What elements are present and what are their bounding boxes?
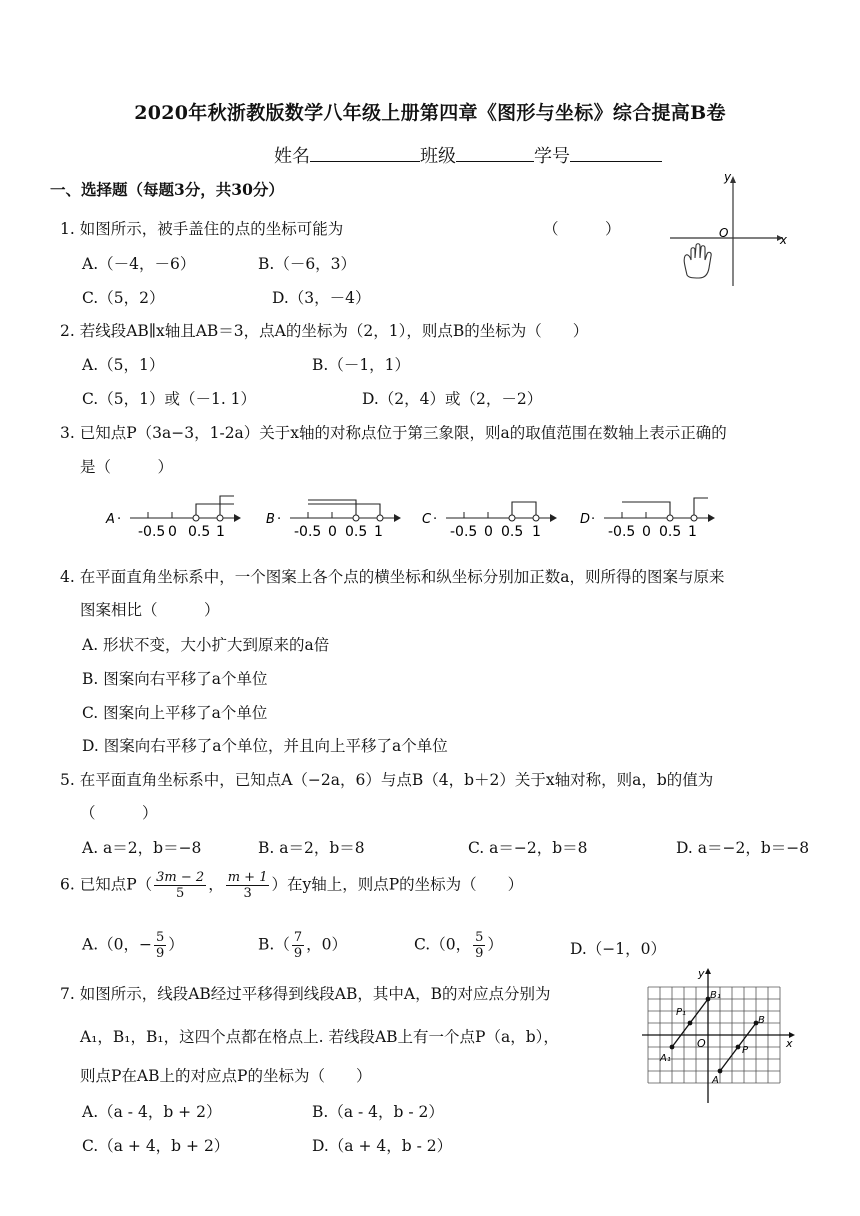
q3-a-tick-2: 0: [168, 524, 177, 540]
svg-text:·: ·: [433, 512, 438, 527]
q6-fraction-2: $\frac{m + 1}{3}$: [227, 870, 268, 901]
svg-text:·: ·: [277, 512, 282, 527]
q6-fraction-1: $\frac{3m - 2}{5}$: [156, 870, 205, 901]
q6-pre: 6. 已知点P（: [60, 875, 153, 894]
q4-option-a: A. 形状不变，大小扩大到原来的a倍: [82, 636, 330, 654]
svg-text:·: ·: [117, 512, 122, 527]
q7-point-a: [718, 1069, 723, 1074]
q4-stem-cont: 图案相比（ ）: [80, 601, 220, 619]
q6-option-d: D.（−1，0）: [570, 940, 667, 958]
q5-stem-cont: （ ）: [80, 804, 158, 822]
q7-point-p: [736, 1045, 741, 1050]
q3-d-tick-3: 0.5: [659, 524, 682, 540]
q3-b-tick-2: 0: [328, 524, 337, 540]
q3-option-b: [266, 500, 401, 540]
q3-d-tick-2: 0: [642, 524, 651, 540]
q2-stem: 2. 若线段AB∥x轴且AB＝3，点A的坐标为（2，1），则点B的坐标为（ ）: [60, 322, 589, 340]
q3-a-tick-4: 1: [216, 524, 225, 540]
q3-c-tick-3: 0.5: [501, 524, 524, 540]
q5-option-a: A. a＝2，b＝−8: [82, 839, 202, 857]
q1-figure: [665, 170, 785, 290]
q5-option-d: D. a＝−2，b＝−8: [676, 839, 810, 857]
q7-stem-3: 则点P在AB上的对应点P的坐标为（ ）: [80, 1067, 372, 1085]
q1-option-d: D.（3，－4）: [272, 289, 371, 307]
q3-option-a: [105, 496, 241, 540]
q2-option-a: A.（5，1）: [82, 356, 165, 374]
q3-c-letter: C: [422, 512, 432, 527]
q7-y-arrow: [705, 968, 711, 974]
q3-b-tick-1: -0.5: [294, 524, 322, 540]
q3-a-tick-1: -0.5: [138, 524, 166, 540]
q7-stem-1: 7. 如图所示，线段AB经过平移得到线段AB，其中A，B的对应点分别为: [60, 985, 551, 1003]
q3-option-d: [580, 498, 715, 540]
q1-origin-label: O: [719, 226, 729, 240]
q3-option-c: [422, 502, 557, 540]
q3-stem: 3. 已知点P（3a−3，1-2a）关于x轴的对称点位于第三象限，则a的取值范围在数轴上表示正确的: [60, 424, 727, 442]
q7-label-a1: A₁: [660, 1053, 671, 1064]
q3-d-tick-1: -0.5: [608, 524, 636, 540]
q7-option-b: B.（a - 4，b - 2）: [312, 1103, 444, 1121]
q6-stem: 6. 已知点P（ $\frac{3m - 2}{5}$ ， $\frac{m + 1}{3}$ ）在y轴上，则点P的坐标为（ ）: [60, 870, 524, 901]
q7-stem-2: A₁，B₁，B₁，这四个点都在格点上. 若线段AB上有一个点P（a，b），: [80, 1028, 559, 1046]
q6-option-c: C.（0， $\frac{5}{9}$ ）: [414, 930, 503, 961]
q1-y-label: y: [724, 170, 732, 184]
q1-option-c: C.（5，2）: [82, 289, 165, 307]
q7-grid-figure: [640, 965, 800, 1105]
q5-option-b: B. a＝2，b＝8: [258, 839, 365, 857]
name-label: 姓名: [274, 146, 310, 167]
q2-option-c: C.（5，1）或（－1. 1）: [82, 390, 257, 408]
hand-icon: [684, 244, 711, 278]
q1-answer-paren: （ ）: [543, 220, 621, 238]
q7-option-d: D.（a + 4，b - 2）: [312, 1137, 453, 1155]
q6-option-b: B.（ $\frac{7}{9}$ ，0）: [258, 930, 347, 961]
q7-label-b1: B₁: [710, 990, 721, 1001]
q3-b-tick-3: 0.5: [345, 524, 368, 540]
id-blank[interactable]: [570, 143, 662, 162]
name-blank[interactable]: [310, 143, 420, 162]
q6-option-a: A.（0，− $\frac{5}{9}$ ）: [82, 930, 184, 961]
q1-stem: 1. 如图所示，被手盖住的点的坐标可能为: [60, 220, 344, 238]
id-label: 学号: [534, 146, 570, 167]
q7-label-p1: P₁: [676, 1007, 687, 1018]
q7-x-label: x: [786, 1037, 793, 1050]
q3-c-tick-2: 0: [484, 524, 493, 540]
q7-point-a1: [670, 1045, 675, 1050]
q3-a-tick-3: 0.5: [188, 524, 211, 540]
page-title: 2020年秋浙教版数学八年级上册第四章《图形与坐标》综合提高B卷: [134, 102, 726, 124]
q7-y-label: y: [698, 967, 705, 980]
q7-label-a: A: [712, 1075, 719, 1086]
q1-option-b: B.（－6，3）: [258, 255, 357, 273]
q3-a-letter: A: [106, 512, 115, 527]
q7-option-a: A.（a - 4，b + 2）: [82, 1103, 222, 1121]
q5-stem: 5. 在平面直角坐标系中，已知点A（−2a，6）与点B（4，b＋2）关于x轴对称，则a，b的值为: [60, 771, 714, 789]
q4-option-b: B. 图案向右平移了a个单位: [82, 670, 268, 688]
q3-number-lines: [100, 490, 740, 542]
q3-b-letter: B: [266, 512, 275, 527]
q4-option-d: D. 图案向右平移了a个单位，并且向上平移了a个单位: [82, 737, 448, 755]
svg-text:·: ·: [591, 512, 596, 527]
q3-c-tick-4: 1: [532, 524, 541, 540]
q3-d-letter: D: [580, 512, 591, 527]
q2-option-d: D.（2，4）或（2，－2）: [362, 390, 543, 408]
q3-b-tick-4: 1: [374, 524, 383, 540]
q3-c-tick-1: -0.5: [450, 524, 478, 540]
q3-d-tick-4: 1: [688, 524, 697, 540]
class-blank[interactable]: [456, 143, 534, 162]
q4-stem: 4. 在平面直角坐标系中，一个图案上各个点的横坐标和纵坐标分别加正数a，则所得的图案与原来: [60, 568, 725, 586]
q7-label-b: B: [758, 1015, 765, 1026]
section-heading: 一、选择题（每题3分，共30分）: [50, 180, 284, 199]
q1-x-label: x: [779, 233, 787, 247]
q2-option-b: B.（－1，1）: [312, 356, 411, 374]
q7-option-c: C.（a + 4，b + 2）: [82, 1137, 230, 1155]
q7-label-p: P: [742, 1045, 749, 1056]
q1-option-a: A.（－4，－6）: [82, 255, 196, 273]
q4-option-c: C. 图案向上平移了a个单位: [82, 704, 268, 722]
q6-post: ）在y轴上，则点P的坐标为（ ）: [271, 875, 524, 894]
student-info-line: [274, 142, 662, 168]
q5-option-c: C. a＝−2，b＝8: [468, 839, 588, 857]
q3-stem-cont: 是（ ）: [80, 458, 174, 476]
class-label: 班级: [420, 146, 456, 167]
q7-origin-label: O: [697, 1037, 706, 1050]
q7-point-p1: [688, 1021, 693, 1026]
